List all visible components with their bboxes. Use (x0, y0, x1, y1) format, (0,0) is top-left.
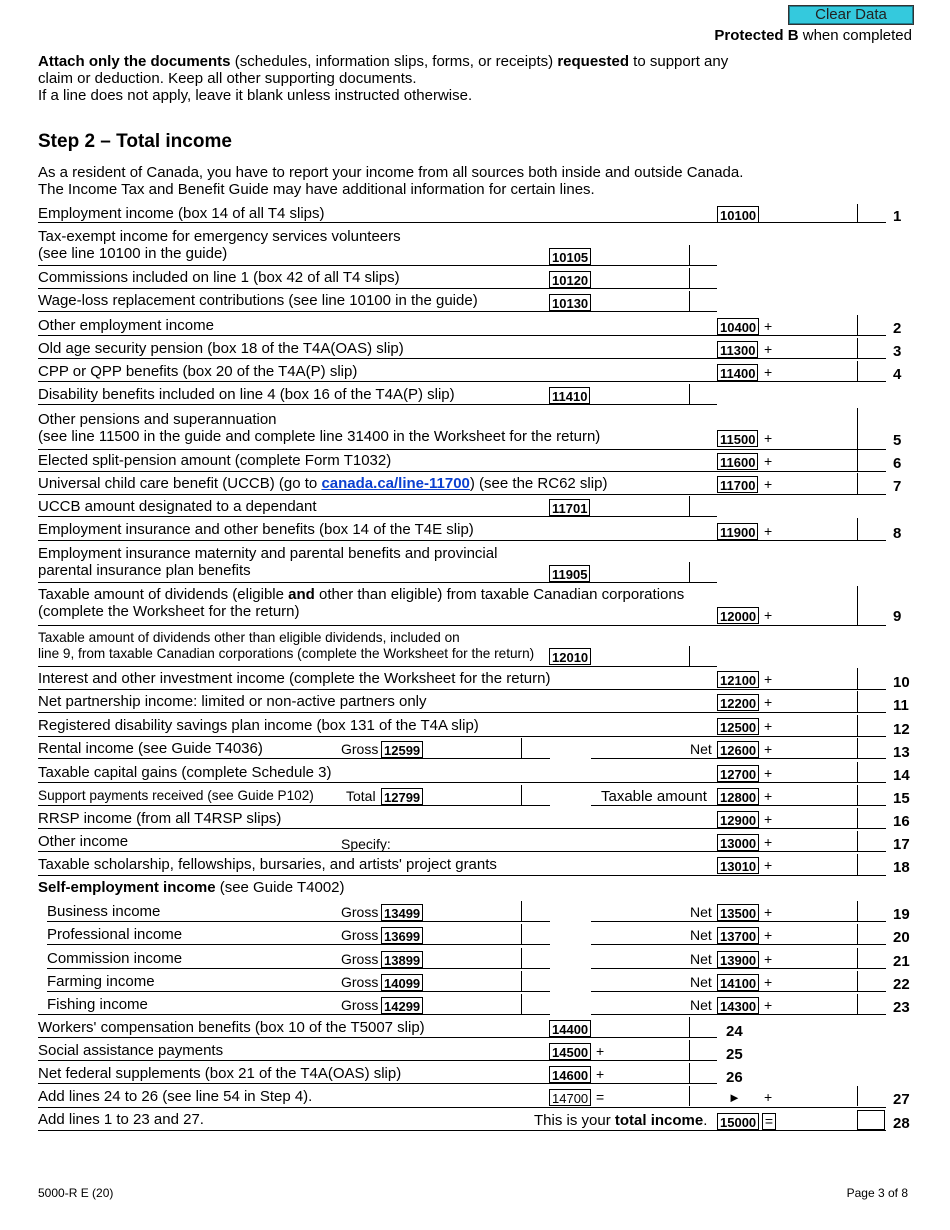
line-number: 12 (893, 721, 910, 738)
code-12600: 12600 (717, 741, 759, 758)
field-divider (857, 518, 858, 540)
code-11410: 11410 (549, 387, 590, 404)
row-rule (591, 921, 886, 922)
step-description: As a resident of Canada, you have to report your income from all sources both inside and outside Canada. The Income Tax and Benefit Guide may have additional information for certain lines. (38, 164, 744, 198)
line-number: 15 (893, 790, 910, 807)
row-rule (38, 335, 886, 336)
commission-income-label: Commission income (47, 950, 183, 967)
plus-sign: + (764, 904, 773, 920)
row-rule (38, 381, 886, 382)
field-divider (857, 204, 858, 222)
line-number: 22 (893, 976, 910, 993)
line-number: 21 (893, 953, 910, 970)
field-divider (857, 785, 858, 805)
plus-sign: + (764, 318, 773, 334)
plus-sign: + (764, 430, 773, 446)
field-divider (857, 854, 858, 875)
field-divider (689, 1063, 690, 1083)
scholarships-label: Taxable scholarship, fellowships, bursaries, and artists' project grants (38, 856, 497, 873)
row-rule (38, 1014, 550, 1015)
code-12799: 12799 (381, 788, 423, 805)
code-11500: 11500 (717, 430, 758, 447)
plus-sign: + (764, 927, 773, 943)
add-24-26-label: Add lines 24 to 26 (see line 54 in Step 4). (38, 1088, 313, 1105)
row-rule (38, 288, 717, 289)
field-divider (689, 496, 690, 516)
field-divider (857, 901, 858, 921)
field-divider (689, 245, 690, 265)
line-number: 7 (893, 478, 902, 495)
oas-label: Old age security pension (box 18 of the T4A(OAS) slip) (38, 340, 404, 357)
line-number: 5 (893, 432, 902, 449)
net-federal-supplements-label: Net federal supplements (box 21 of the T4A(OAS) slip) (38, 1065, 402, 1082)
total-label: Total (346, 788, 376, 804)
row-rule (591, 1014, 886, 1015)
volunteers-label: Tax-exempt income for emergency services volunteers (see line 10100 in the guide) (38, 228, 401, 262)
row-rule (38, 712, 886, 713)
cpp-label: CPP or QPP benefits (box 20 of the T4A(P) slip) (38, 363, 358, 380)
uccb-dependant-label: UCCB amount designated to a dependant (38, 498, 317, 515)
field-divider (689, 646, 690, 666)
clear-data-button[interactable]: Clear Data (788, 5, 914, 25)
line-number: 27 (893, 1091, 910, 1108)
row-rule (38, 736, 886, 737)
field-divider (857, 924, 858, 944)
gross-label: Gross (341, 904, 379, 920)
arrow-right-icon: ► (728, 1090, 741, 1105)
rdsp-label: Registered disability savings plan income (box 131 of the T4A slip) (38, 717, 479, 734)
dividends-label: Taxable amount of dividends (eligible and other than eligible) from taxable Canadian corporations (complete the Worksheet for the return) (38, 586, 685, 620)
plus-sign: + (764, 811, 773, 827)
code-15000: 15000 (717, 1113, 759, 1130)
gross-label: Gross (341, 927, 379, 943)
page-title: Step 2 – Total income (38, 131, 232, 152)
field-divider (857, 668, 858, 689)
row-rule (38, 1060, 717, 1061)
code-14500: 14500 (549, 1043, 591, 1060)
line-number: 10 (893, 674, 910, 691)
field-divider (857, 948, 858, 968)
rrsp-label: RRSP income (from all T4RSP slips) (38, 810, 282, 827)
line-number: 1 (893, 208, 902, 225)
code-13899: 13899 (381, 951, 423, 968)
code-13699: 13699 (381, 927, 423, 944)
line-number: 26 (726, 1069, 743, 1086)
field-divider (689, 291, 690, 311)
gross-label: Gross (341, 997, 379, 1013)
field-divider (689, 384, 690, 404)
commissions-label: Commissions included on line 1 (box 42 of all T4 slips) (38, 269, 400, 286)
field-divider (857, 315, 858, 335)
plus-sign: + (764, 997, 773, 1013)
code-13000: 13000 (717, 834, 759, 851)
code-12800: 12800 (717, 788, 759, 805)
field-divider (857, 691, 858, 712)
interest-label: Interest and other investment income (complete the Worksheet for the return) (38, 670, 551, 687)
row-rule (38, 582, 717, 583)
plus-sign: + (764, 765, 773, 781)
uccb-link[interactable]: canada.ca/line-11700 (321, 475, 470, 492)
field-divider (521, 924, 522, 944)
code-12700: 12700 (717, 765, 759, 782)
line-number: 18 (893, 859, 910, 876)
row-rule (38, 516, 717, 517)
fishing-income-label: Fishing income (47, 996, 148, 1013)
social-assistance-label: Social assistance payments (38, 1042, 224, 1059)
line-number: 19 (893, 906, 910, 923)
field-divider (521, 994, 522, 1014)
code-11900: 11900 (717, 523, 758, 540)
code-11905: 11905 (549, 565, 590, 582)
code-10100: 10100 (717, 206, 759, 223)
protected-notice: Protected B when completed (714, 27, 912, 44)
code-14700: 14700 (549, 1089, 591, 1106)
row-rule (38, 1130, 886, 1131)
field-divider (689, 1017, 690, 1037)
field-divider (857, 473, 858, 494)
row-rule (591, 991, 886, 992)
net-label: Net (690, 741, 712, 757)
add-1-23-label: Add lines 1 to 23 and 27. (38, 1111, 204, 1128)
intro-text: Attach only the documents (schedules, information slips, forms, or receipts) requested to support any claim or deduction. Keep all other supporting documents. If a line does not apply, leave it blank unless instructed otherwise. (38, 53, 729, 104)
code-12599: 12599 (381, 741, 423, 758)
line-number: 14 (893, 767, 910, 784)
field-divider (689, 1086, 690, 1106)
code-14400: 14400 (549, 1020, 591, 1037)
field-divider (857, 408, 858, 449)
code-10120: 10120 (549, 271, 591, 288)
code-13700: 13700 (717, 927, 759, 944)
row-rule (38, 851, 886, 852)
row-rule (38, 358, 886, 359)
net-label: Net (690, 974, 712, 990)
line-number: 17 (893, 836, 910, 853)
row-rule (38, 689, 886, 690)
row-rule (591, 758, 886, 759)
code-13900: 13900 (717, 951, 759, 968)
pensions-label: Other pensions and superannuation (see line 11500 in the guide and complete line 31400 in the Worksheet for the return) (38, 411, 601, 445)
line-number: 16 (893, 813, 910, 830)
row-rule (38, 449, 886, 450)
line-number: 24 (726, 1023, 743, 1040)
field-divider (857, 831, 858, 851)
line-number: 3 (893, 343, 902, 360)
net-label: Net (690, 927, 712, 943)
field-divider (857, 338, 858, 358)
row-rule (591, 944, 886, 945)
code-14099: 14099 (381, 974, 423, 991)
plus-sign: + (764, 857, 773, 873)
ei-maternity-label: Employment insurance maternity and parental benefits and provincial parental insurance plan benefits (38, 545, 498, 579)
plus-sign: + (764, 453, 773, 469)
plus-sign: + (764, 523, 773, 539)
row-rule (38, 625, 886, 626)
row-rule (47, 921, 550, 922)
code-11701: 11701 (549, 499, 590, 516)
partnership-label: Net partnership income: limited or non-active partners only (38, 693, 427, 710)
row-rule (38, 1083, 717, 1084)
plus-sign: + (764, 476, 773, 492)
field-divider (857, 808, 858, 828)
field-divider (689, 1040, 690, 1060)
line-number: 28 (893, 1115, 910, 1132)
code-10400: 10400 (717, 318, 759, 335)
field-divider (521, 948, 522, 968)
equals-sign: = (762, 1113, 776, 1130)
plus-sign: + (764, 607, 773, 623)
line-number: 2 (893, 320, 902, 337)
row-rule (38, 875, 886, 876)
disability-label: Disability benefits included on line 4 (box 16 of the T4A(P) slip) (38, 386, 455, 403)
code-12000: 12000 (717, 607, 759, 624)
net-label: Net (690, 951, 712, 967)
self-employment-heading: Self-employment income (see Guide T4002) (38, 879, 345, 896)
code-13010: 13010 (717, 857, 759, 874)
rental-label: Rental income (see Guide T4036) (38, 740, 263, 757)
field-divider (521, 901, 522, 921)
form-id: 5000-R E (20) (38, 1186, 114, 1200)
field-divider (857, 738, 858, 758)
page-number: Page 3 of 8 (846, 1186, 908, 1200)
code-12900: 12900 (717, 811, 759, 828)
line-number: 13 (893, 744, 910, 761)
plus-sign: + (764, 834, 773, 850)
row-rule (38, 494, 886, 495)
code-13500: 13500 (717, 904, 759, 921)
field-divider (689, 268, 690, 288)
plus-sign: + (764, 694, 773, 710)
row-rule (38, 758, 550, 759)
professional-income-label: Professional income (47, 926, 183, 943)
ei-label: Employment insurance and other benefits (box 14 of the T4E slip) (38, 521, 474, 538)
field-divider (857, 586, 858, 625)
code-11300: 11300 (717, 341, 758, 358)
field-divider (689, 562, 690, 582)
row-rule (38, 828, 886, 829)
row-rule (591, 805, 886, 806)
business-income-label: Business income (47, 903, 161, 920)
row-rule (38, 265, 717, 266)
code-13499: 13499 (381, 904, 423, 921)
plus-sign: + (596, 1066, 605, 1082)
line-number: 23 (893, 999, 910, 1016)
code-11700: 11700 (717, 476, 758, 493)
gross-label: Gross (341, 974, 379, 990)
code-12010: 12010 (549, 648, 591, 665)
row-rule (38, 782, 886, 783)
code-14300: 14300 (717, 997, 759, 1014)
row-rule (38, 805, 550, 806)
support-label: Support payments received (see Guide P102) (38, 788, 314, 803)
plus-sign: + (764, 974, 773, 990)
row-rule (38, 1107, 886, 1108)
row-rule (47, 991, 550, 992)
row-rule (47, 944, 550, 945)
plus-sign: + (764, 1089, 773, 1105)
row-rule (38, 1037, 717, 1038)
wage-loss-label: Wage-loss replacement contributions (see line 10100 in the guide) (38, 292, 478, 309)
field-divider (857, 994, 858, 1014)
plus-sign: + (764, 741, 773, 757)
code-14100: 14100 (717, 974, 759, 991)
net-label: Net (690, 904, 712, 920)
code-12100: 12100 (717, 671, 759, 688)
row-rule (38, 311, 717, 312)
other-income-label: Other income (38, 833, 129, 850)
field-divider (521, 785, 522, 805)
field-divider (857, 450, 858, 471)
code-14299: 14299 (381, 997, 423, 1014)
line-number: 11 (893, 697, 909, 714)
plus-sign: + (764, 718, 773, 734)
plus-sign: + (764, 671, 773, 687)
capital-gains-label: Taxable capital gains (complete Schedule 3) (38, 764, 332, 781)
plus-sign: + (596, 1043, 605, 1059)
plus-sign: + (764, 364, 773, 380)
code-11400: 11400 (717, 364, 758, 381)
row-rule (38, 540, 886, 541)
code-12500: 12500 (717, 718, 759, 735)
field-divider (521, 971, 522, 991)
field-divider (521, 738, 522, 758)
code-10130: 10130 (549, 294, 591, 311)
field-divider (857, 1086, 858, 1106)
line-number: 4 (893, 366, 902, 383)
total-income-field[interactable] (857, 1110, 885, 1130)
split-pension-label: Elected split-pension amount (complete Form T1032) (38, 452, 392, 469)
line-number: 6 (893, 455, 902, 472)
row-rule (38, 471, 886, 472)
code-12200: 12200 (717, 694, 759, 711)
other-employment-label: Other employment income (38, 317, 214, 334)
taxable-amount-label: Taxable amount (601, 788, 707, 805)
line-number: 25 (726, 1046, 743, 1063)
specify-label: Specify: (341, 836, 391, 852)
code-14600: 14600 (549, 1066, 591, 1083)
row-rule (38, 666, 717, 667)
line-number: 8 (893, 525, 902, 542)
gross-label: Gross (341, 951, 379, 967)
code-10105: 10105 (549, 248, 591, 265)
field-divider (857, 715, 858, 736)
field-divider (857, 971, 858, 991)
field-divider (857, 762, 858, 782)
row-rule (591, 968, 886, 969)
line-number: 9 (893, 608, 902, 625)
equals-sign: = (596, 1089, 605, 1105)
gross-label: Gross (341, 741, 379, 757)
plus-sign: + (764, 788, 773, 804)
field-divider (857, 361, 858, 381)
plus-sign: + (764, 951, 773, 967)
row-rule (38, 404, 717, 405)
employment-income-label: Employment income (box 14 of all T4 slips) (38, 205, 325, 222)
total-income-label: This is your total income. (534, 1112, 708, 1129)
code-11600: 11600 (717, 453, 758, 470)
net-label: Net (690, 997, 712, 1013)
plus-sign: + (764, 341, 773, 357)
farming-income-label: Farming income (47, 973, 155, 990)
other-dividends-label: Taxable amount of dividends other than eligible dividends, included on line 9, from taxable Canadian corporations (complete the Worksheet for the return) (38, 630, 535, 661)
line-number: 20 (893, 929, 910, 946)
row-rule (47, 968, 550, 969)
uccb-label: Universal child care benefit (UCCB) (go to canada.ca/line-11700) (see the RC62 slip) (38, 475, 608, 492)
workers-comp-label: Workers' compensation benefits (box 10 of the T5007 slip) (38, 1019, 425, 1036)
